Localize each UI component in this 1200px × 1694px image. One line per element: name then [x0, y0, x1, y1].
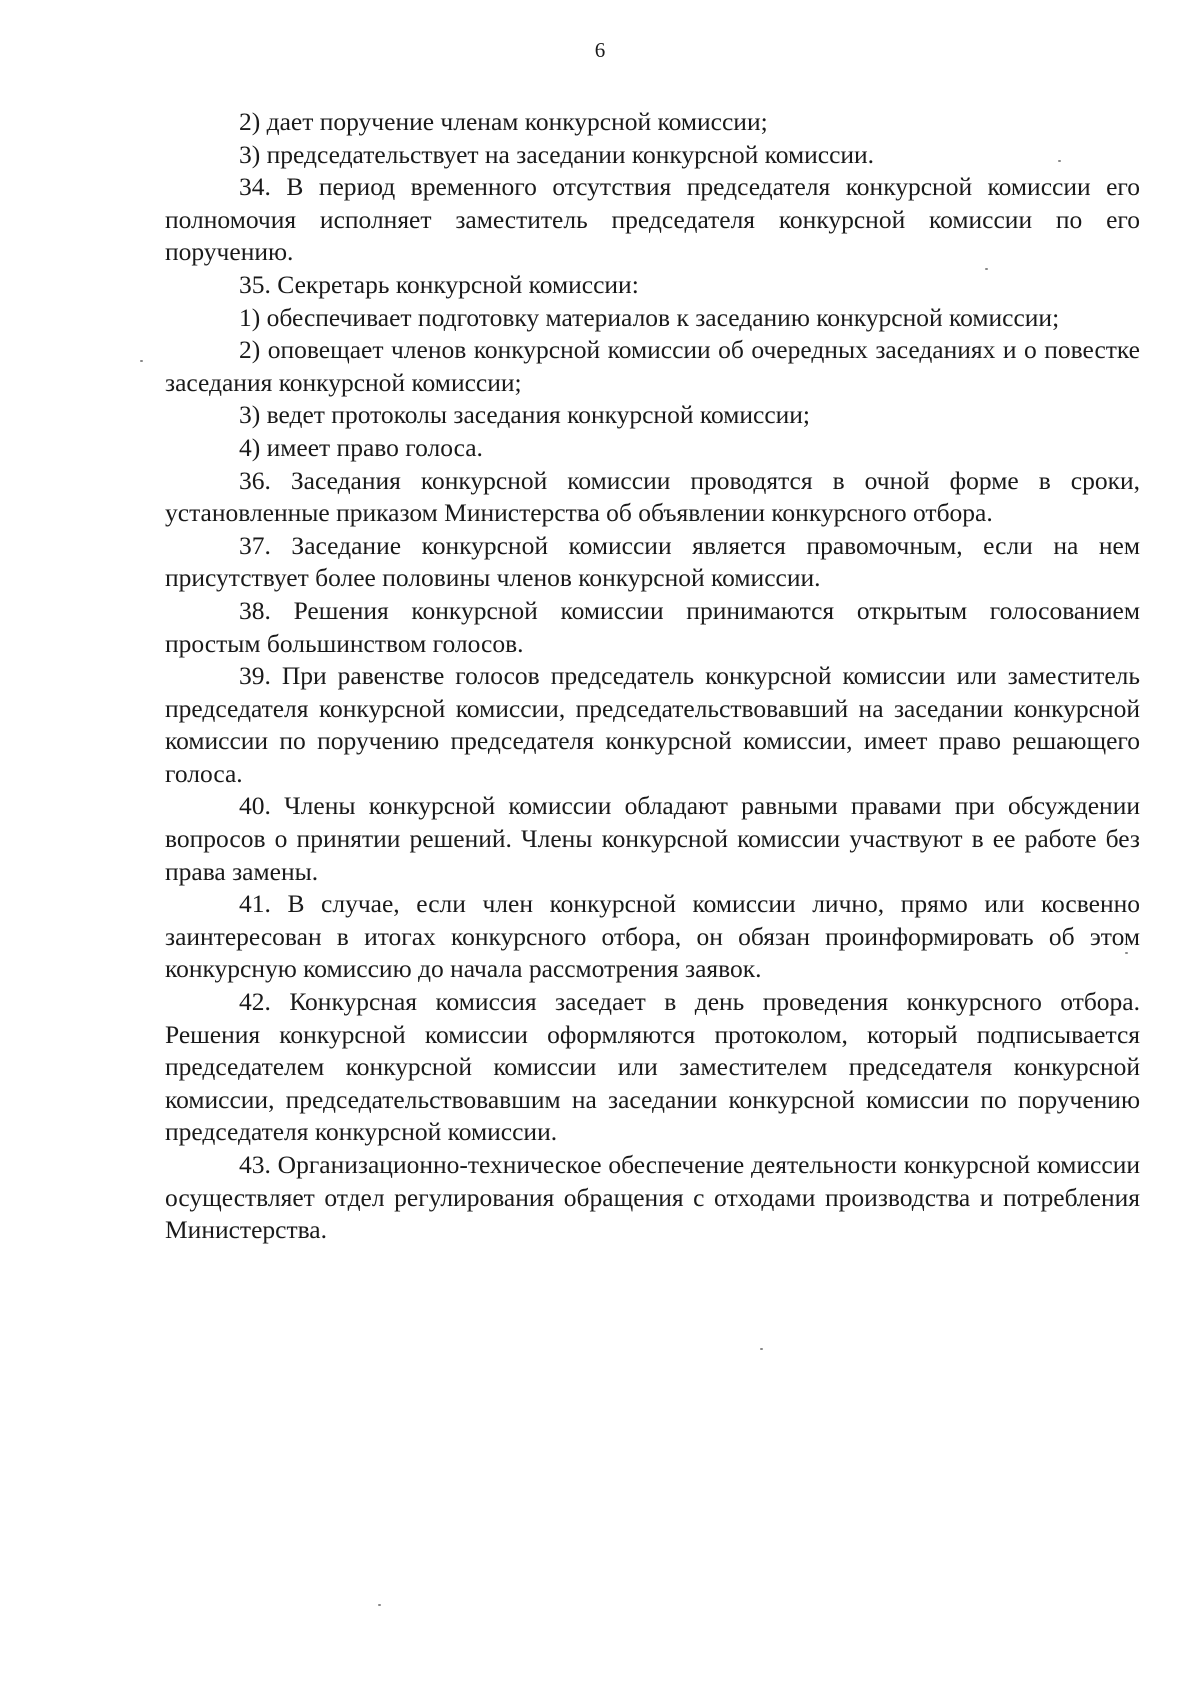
paragraph-37: 37. Заседание конкурсной комиссии является правомочным, если на нем присутствует более половины членов конкурсной комиссии. [165, 530, 1140, 593]
paragraph-35-item-3: 3) ведет протоколы заседания конкурсной комиссии; [239, 400, 811, 430]
document-body [165, 106, 1140, 1247]
paragraph-42: 42. Конкурсная комиссия заседает в день проведения конкурсного отбора. Решения конкурсной комиссии оформляются протоколом, который подписывается председателем конкурсной комиссии или заместителем председателя конкурсной комиссии, председательствовавшим на заседании конкурсной комиссии по поручению председателя конкурсной комиссии. [165, 987, 1140, 1147]
scan-speck [140, 360, 143, 362]
paragraph-40: 40. Члены конкурсной комиссии обладают равными правами при обсуждении вопросов о принятии решений. Члены конкурсной комиссии участвуют в ее работе без права замены. [165, 791, 1140, 886]
scan-speck [378, 1604, 381, 1606]
paragraph-35: 35. Секретарь конкурсной комиссии: [239, 269, 639, 299]
scan-speck [1125, 952, 1128, 954]
paragraph-36: 36. Заседания конкурсной комиссии проводятся в очной форме в сроки, установленные приказом Министерства об объявлении конкурсного отбора. [165, 465, 1140, 528]
scan-speck [985, 268, 988, 270]
scan-speck [760, 1348, 763, 1350]
paragraph-34: 34. В период временного отсутствия председателя конкурсной комиссии его полномочия исполняет заместитель председателя конкурсной комиссии по его поручению. [165, 172, 1140, 267]
paragraph-39: 39. При равенстве голосов председатель конкурсной комиссии или заместитель председателя конкурсной комиссии, председательствовавший на заседании конкурсной комиссии по поручению председателя конкурсной комиссии, имеет право решающего голоса. [165, 661, 1140, 788]
paragraph-35-item-4: 4) имеет право голоса. [239, 432, 483, 462]
paragraph-2-assignment: 2) дает поручение членам конкурсной комиссии; [239, 107, 768, 136]
scan-speck [1058, 160, 1061, 162]
paragraph-38: 38. Решения конкурсной комиссии принимаются открытым голосованием простым большинством голосов. [165, 595, 1140, 658]
paragraph-41: 41. В случае, если член конкурсной комиссии лично, прямо или косвенно заинтересован в итогах конкурсного отбора, он обязан проинформировать об этом конкурсную комиссию до начала рассмотрения заявок. [165, 889, 1140, 984]
paragraph-3-chairing: 3) председательствует на заседании конкурсной комиссии. [239, 139, 875, 169]
paragraph-35-item-2: 2) оповещает членов конкурсной комиссии об очередных заседаниях и о повестке заседания конкурсной комиссии; [165, 335, 1140, 397]
paragraph-35-item-1: 1) обеспечивает подготовку материалов к заседанию конкурсной комиссии; [239, 302, 1060, 332]
page-number: 6 [594, 38, 606, 62]
paragraph-43: 43. Организационно-техническое обеспечение деятельности конкурсной комиссии осуществляет отдел регулирования обращения с отходами производства и потребления Министерства. [165, 1150, 1140, 1245]
